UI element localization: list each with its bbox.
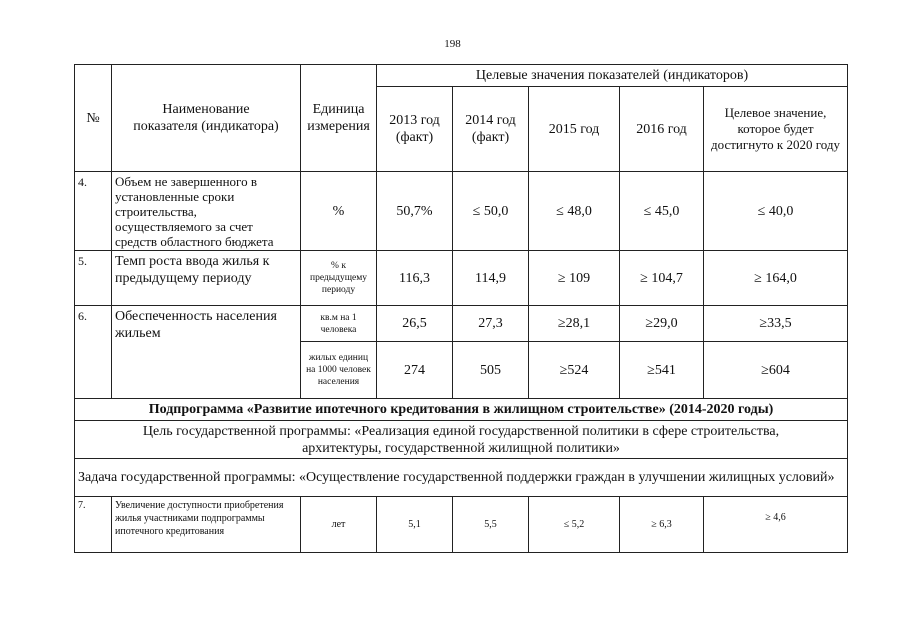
row-value: ≥604 bbox=[704, 342, 848, 399]
header-year-2015: 2015 год bbox=[529, 87, 620, 172]
row-value: 26,5 bbox=[377, 306, 453, 342]
header-name: Наименование показателя (индикатора) bbox=[112, 65, 301, 172]
row-unit: лет bbox=[301, 497, 377, 553]
row-value: 5,5 bbox=[453, 497, 529, 553]
row-value: 116,3 bbox=[377, 251, 453, 306]
row-value: 50,7% bbox=[377, 172, 453, 251]
row-value: 114,9 bbox=[453, 251, 529, 306]
table-row bbox=[75, 497, 848, 553]
goal-row bbox=[75, 421, 848, 459]
row-name: Обеспеченность населения жильем bbox=[112, 306, 301, 399]
row-name: Объем не завершенного в установленные сроки строительства, осуществляемого за счет средств областного бюджета bbox=[112, 172, 301, 251]
row-value: 5,1 bbox=[377, 497, 453, 553]
row-value: 505 bbox=[453, 342, 529, 399]
header-no: № bbox=[75, 65, 112, 172]
row-value: ≤ 48,0 bbox=[529, 172, 620, 251]
row-name: Увеличение доступности приобретения жилья участниками подпрограммы ипотечного кредитования bbox=[112, 497, 301, 553]
table-row bbox=[75, 306, 848, 342]
task-row bbox=[75, 459, 848, 497]
header-target-group: Целевые значения показателей (индикаторов) bbox=[377, 65, 848, 87]
row-unit: % bbox=[301, 172, 377, 251]
goal-text: Цель государственной программы: «Реализация единой государственной политики в сфере строительства, архитектуры, государственной жилищной политики» bbox=[75, 421, 848, 459]
row-value: ≥29,0 bbox=[620, 306, 704, 342]
table-row bbox=[75, 251, 848, 306]
row-number: 5. bbox=[75, 251, 112, 306]
row-value: ≤ 5,2 bbox=[529, 497, 620, 553]
row-value: ≤ 50,0 bbox=[453, 172, 529, 251]
row-unit-secondary: жилых единиц на 1000 человек населения bbox=[301, 342, 377, 399]
header-unit: Единица измерения bbox=[301, 65, 377, 172]
task-text: Задача государственной программы: «Осуществление государственной поддержки граждан в улучшении жилищных условий» bbox=[75, 459, 848, 497]
row-value: ≥ 6,3 bbox=[620, 497, 704, 553]
row-value: ≥524 bbox=[529, 342, 620, 399]
row-value: ≥ 109 bbox=[529, 251, 620, 306]
row-number: 7. bbox=[75, 497, 112, 553]
header-target-2020: Целевое значение, которое будет достигнуто к 2020 году bbox=[704, 87, 848, 172]
row-value: ≥ 164,0 bbox=[704, 251, 848, 306]
header-row-1 bbox=[75, 65, 848, 87]
row-value: ≥28,1 bbox=[529, 306, 620, 342]
row-value: ≤ 40,0 bbox=[704, 172, 848, 251]
header-year-2013: 2013 год (факт) bbox=[377, 87, 453, 172]
subprogram-row bbox=[75, 399, 848, 421]
row-number: 4. bbox=[75, 172, 112, 251]
header-year-2014: 2014 год (факт) bbox=[453, 87, 529, 172]
row-value: ≥33,5 bbox=[704, 306, 848, 342]
row-unit: % к предыдущему периоду bbox=[301, 251, 377, 306]
header-year-2016: 2016 год bbox=[620, 87, 704, 172]
row-name: Темп роста ввода жилья к предыдущему периоду bbox=[112, 251, 301, 306]
row-value: 274 bbox=[377, 342, 453, 399]
row-value: ≤ 45,0 bbox=[620, 172, 704, 251]
page-number: 198 bbox=[444, 38, 461, 50]
indicators-table bbox=[74, 64, 848, 553]
row-value: ≥541 bbox=[620, 342, 704, 399]
row-value: ≥ 104,7 bbox=[620, 251, 704, 306]
table-row bbox=[75, 172, 848, 251]
subprogram-title: Подпрограмма «Развитие ипотечного кредитования в жилищном строительстве» (2014-2020 годы) bbox=[75, 399, 848, 421]
row-unit: кв.м на 1 человека bbox=[301, 306, 377, 342]
row-number: 6. bbox=[75, 306, 112, 399]
row-value: ≥ 4,6 bbox=[704, 497, 848, 553]
row-value: 27,3 bbox=[453, 306, 529, 342]
